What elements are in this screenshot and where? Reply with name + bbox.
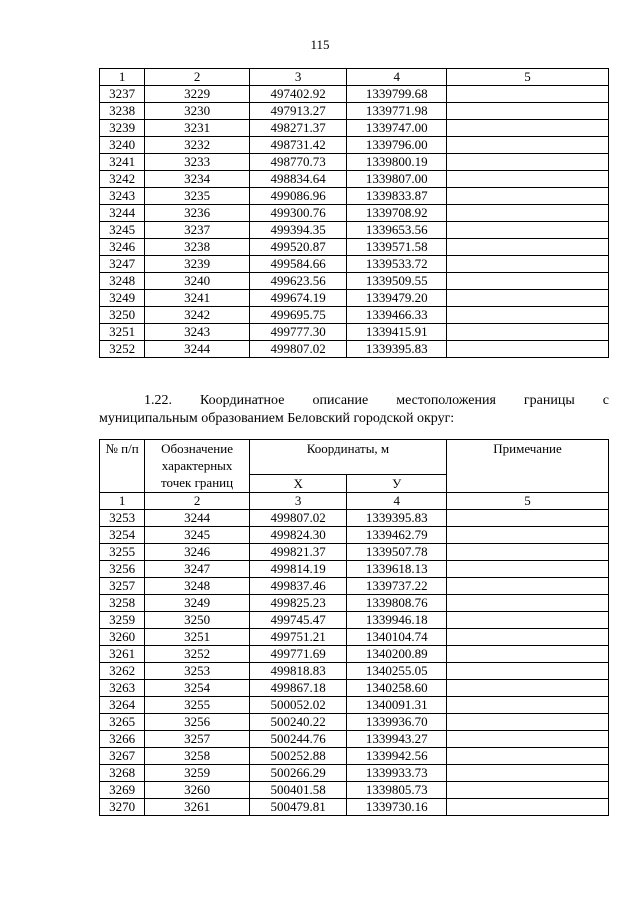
table-cell: 1339395.83 <box>347 341 447 358</box>
table-cell: 497913.27 <box>249 103 347 120</box>
table-cell: 3269 <box>100 782 145 799</box>
table-cell <box>447 290 609 307</box>
table-cell: 1339807.00 <box>347 171 447 188</box>
heading-word: 1.22. <box>144 393 172 408</box>
table-cell: 1339833.87 <box>347 188 447 205</box>
table-cell: 3257 <box>100 578 145 595</box>
table-cell <box>447 188 609 205</box>
table-cell: 1340104.74 <box>347 629 447 646</box>
table-cell <box>447 595 609 612</box>
table-cell: 3258 <box>100 595 145 612</box>
table-cell <box>447 799 609 816</box>
table-cell: 500252.88 <box>249 748 347 765</box>
table-cell: 3253 <box>100 510 145 527</box>
table-cell <box>447 765 609 782</box>
table-cell: 499807.02 <box>249 341 347 358</box>
table-cell: 3 <box>249 69 347 86</box>
table-cell: 2 <box>145 69 250 86</box>
table-cell: 3242 <box>145 307 250 324</box>
table-cell: 3264 <box>100 697 145 714</box>
table-cell: 499623.56 <box>249 273 347 290</box>
table-cell: 3233 <box>145 154 250 171</box>
table-cell: 1 <box>100 493 145 510</box>
heading-word: описание <box>312 393 369 408</box>
table-cell: 1339799.68 <box>347 86 447 103</box>
table-cell: 3261 <box>100 646 145 663</box>
table-cell: 3255 <box>100 544 145 561</box>
table-cell <box>447 510 609 527</box>
header-num: № п/п <box>100 440 145 493</box>
table-cell: 3245 <box>145 527 250 544</box>
table-cell: 3242 <box>100 171 145 188</box>
table-cell: 499751.21 <box>249 629 347 646</box>
table-row <box>100 527 609 544</box>
table-cell: 1339796.00 <box>347 137 447 154</box>
table-cell: 1339747.00 <box>347 120 447 137</box>
table-cell: 500479.81 <box>249 799 347 816</box>
table-cell: 1 <box>100 69 145 86</box>
table-cell: 499584.66 <box>249 256 347 273</box>
table-cell: 499777.30 <box>249 324 347 341</box>
table-row <box>100 137 609 154</box>
table-cell: 3266 <box>100 731 145 748</box>
table-cell: 3261 <box>145 799 250 816</box>
table-cell: 497402.92 <box>249 86 347 103</box>
table-cell <box>447 239 609 256</box>
table-cell: 3232 <box>145 137 250 154</box>
table-cell: 3257 <box>145 731 250 748</box>
table-cell: 3240 <box>100 137 145 154</box>
table-cell: 4 <box>347 493 447 510</box>
table-row <box>100 103 609 120</box>
table-cell: 3260 <box>100 629 145 646</box>
table-cell <box>447 86 609 103</box>
table-cell: 1339943.27 <box>347 731 447 748</box>
table-cell: 1339653.56 <box>347 222 447 239</box>
heading-word: границы <box>523 393 575 408</box>
table-cell: 1339946.18 <box>347 612 447 629</box>
table-cell: 3253 <box>145 663 250 680</box>
table-row <box>100 307 609 324</box>
table-row <box>100 799 609 816</box>
table-row <box>100 748 609 765</box>
table-cell <box>447 120 609 137</box>
table-cell: 1339533.72 <box>347 256 447 273</box>
table-cell: 3256 <box>100 561 145 578</box>
table-cell: 1339730.16 <box>347 799 447 816</box>
table-row <box>100 86 609 103</box>
table-row <box>100 290 609 307</box>
table-cell: 1339571.58 <box>347 239 447 256</box>
table-cell: 3237 <box>145 222 250 239</box>
table-cell: 1339509.55 <box>347 273 447 290</box>
table-cell: 499814.19 <box>249 561 347 578</box>
table-cell: 3238 <box>100 103 145 120</box>
table-cell: 3249 <box>100 290 145 307</box>
table-cell: 499825.23 <box>249 595 347 612</box>
table-cell <box>447 544 609 561</box>
table-cell: 3245 <box>100 222 145 239</box>
table-cell: 3249 <box>145 595 250 612</box>
header-note: Примечание <box>447 440 609 493</box>
table-cell: 1339933.73 <box>347 765 447 782</box>
table-cell: 3238 <box>145 239 250 256</box>
table-cell <box>447 646 609 663</box>
table-cell: 499520.87 <box>249 239 347 256</box>
table-row <box>100 612 609 629</box>
table-cell: 5 <box>447 69 609 86</box>
table-cell: 1339466.33 <box>347 307 447 324</box>
table-cell <box>447 748 609 765</box>
table-cell: 3250 <box>145 612 250 629</box>
table-row <box>100 222 609 239</box>
table-cell: 499837.46 <box>249 578 347 595</box>
table-cell: 3234 <box>145 171 250 188</box>
table-cell: 3254 <box>100 527 145 544</box>
table-cell <box>447 578 609 595</box>
table-cell: 500240.22 <box>249 714 347 731</box>
table-cell <box>447 256 609 273</box>
table-cell: 1339395.83 <box>347 510 447 527</box>
table-cell: 3239 <box>100 120 145 137</box>
table-cell: 3235 <box>145 188 250 205</box>
coordinates-table-continued <box>99 68 609 358</box>
table-cell: 3259 <box>100 612 145 629</box>
table-cell: 3231 <box>145 120 250 137</box>
table-cell: 3251 <box>145 629 250 646</box>
table-cell: 3259 <box>145 765 250 782</box>
coordinates-table <box>99 439 609 816</box>
table-cell: 3237 <box>100 86 145 103</box>
table-cell: 1339507.78 <box>347 544 447 561</box>
table-cell <box>447 273 609 290</box>
table-row <box>100 256 609 273</box>
table-row <box>100 188 609 205</box>
table-row <box>100 239 609 256</box>
table-cell: 1339708.92 <box>347 205 447 222</box>
table-cell: 3262 <box>100 663 145 680</box>
table-cell: 3243 <box>145 324 250 341</box>
table-cell: 500244.76 <box>249 731 347 748</box>
table-row <box>100 731 609 748</box>
table-cell: 3248 <box>145 578 250 595</box>
table-cell: 498731.42 <box>249 137 347 154</box>
table-cell: 4 <box>347 69 447 86</box>
table-cell: 1340200.89 <box>347 646 447 663</box>
table-cell <box>447 697 609 714</box>
table-cell: 1339479.20 <box>347 290 447 307</box>
table-cell: 3243 <box>100 188 145 205</box>
table-cell: 3240 <box>145 273 250 290</box>
table-cell: 3265 <box>100 714 145 731</box>
table-cell <box>447 171 609 188</box>
table-row <box>100 561 609 578</box>
table-cell: 3255 <box>145 697 250 714</box>
table-cell: 499674.19 <box>249 290 347 307</box>
table-row <box>100 697 609 714</box>
table-cell <box>447 307 609 324</box>
table-row <box>100 646 609 663</box>
table-row <box>100 578 609 595</box>
table-cell: 3260 <box>145 782 250 799</box>
table-cell: 3239 <box>145 256 250 273</box>
table-cell: 3244 <box>145 510 250 527</box>
table-cell: 1339618.13 <box>347 561 447 578</box>
table-cell: 499745.47 <box>249 612 347 629</box>
table-cell: 499771.69 <box>249 646 347 663</box>
table-cell: 3236 <box>145 205 250 222</box>
table-cell: 499394.35 <box>249 222 347 239</box>
header-y: У <box>347 475 447 493</box>
table-cell: 499086.96 <box>249 188 347 205</box>
table-cell: 499821.37 <box>249 544 347 561</box>
table-cell: 500266.29 <box>249 765 347 782</box>
page-number: 115 <box>310 37 330 52</box>
table-cell: 1340091.31 <box>347 697 447 714</box>
table-row <box>100 595 609 612</box>
table-cell: 498271.37 <box>249 120 347 137</box>
table-cell <box>447 527 609 544</box>
table-cell: 3244 <box>100 205 145 222</box>
table-cell <box>447 154 609 171</box>
table-index-row <box>100 69 609 86</box>
table-cell: 498770.73 <box>249 154 347 171</box>
table-cell: 3246 <box>145 544 250 561</box>
table-cell: 3229 <box>145 86 250 103</box>
table-cell: 3267 <box>100 748 145 765</box>
section-heading-line1 <box>99 392 609 410</box>
table-cell: 500401.58 <box>249 782 347 799</box>
table-cell: 3244 <box>145 341 250 358</box>
table-cell: 3 <box>249 493 347 510</box>
table-cell <box>447 680 609 697</box>
table-row <box>100 680 609 697</box>
heading-word: с <box>602 393 609 408</box>
table-cell: 1340258.60 <box>347 680 447 697</box>
table-cell: 3247 <box>100 256 145 273</box>
section-heading-line2: муниципальным образованием Беловский городской округ: <box>99 411 455 426</box>
table-cell: 3258 <box>145 748 250 765</box>
table-cell: 3252 <box>145 646 250 663</box>
table-row <box>100 324 609 341</box>
table-cell <box>447 612 609 629</box>
table-row <box>100 171 609 188</box>
table-cell: 498834.64 <box>249 171 347 188</box>
table-cell: 1339942.56 <box>347 748 447 765</box>
table-row <box>100 714 609 731</box>
table-cell <box>447 324 609 341</box>
table-cell: 3270 <box>100 799 145 816</box>
table-row <box>100 765 609 782</box>
heading-word: Координатное <box>200 393 285 408</box>
table-cell: 3250 <box>100 307 145 324</box>
header-x: Х <box>249 475 347 493</box>
header-coordinates: Координаты, м <box>249 440 446 475</box>
table-cell: 1339936.70 <box>347 714 447 731</box>
table-cell <box>447 731 609 748</box>
table-row <box>100 341 609 358</box>
table-cell: 3241 <box>145 290 250 307</box>
table-cell: 3256 <box>145 714 250 731</box>
table-cell <box>447 782 609 799</box>
table-cell: 499807.02 <box>249 510 347 527</box>
heading-word: местоположения <box>396 393 496 408</box>
table-cell <box>447 561 609 578</box>
table-cell: 3241 <box>100 154 145 171</box>
table-cell: 3251 <box>100 324 145 341</box>
table-cell: 1339737.22 <box>347 578 447 595</box>
table-cell: 1340255.05 <box>347 663 447 680</box>
table-cell <box>447 714 609 731</box>
table-cell <box>447 341 609 358</box>
table-cell: 3247 <box>145 561 250 578</box>
table-cell: 3246 <box>100 239 145 256</box>
table-cell: 1339805.73 <box>347 782 447 799</box>
header-designation: Обозначение характерных точек границ <box>145 440 250 493</box>
table-cell <box>447 103 609 120</box>
table-cell: 1339800.19 <box>347 154 447 171</box>
table-cell: 1339462.79 <box>347 527 447 544</box>
table-cell: 3248 <box>100 273 145 290</box>
table-row <box>100 663 609 680</box>
table-cell <box>447 629 609 646</box>
table-cell: 3263 <box>100 680 145 697</box>
table-cell: 5 <box>447 493 609 510</box>
table-cell: 3252 <box>100 341 145 358</box>
table-cell: 3268 <box>100 765 145 782</box>
table-cell: 499824.30 <box>249 527 347 544</box>
table-cell: 3254 <box>145 680 250 697</box>
table-cell: 499300.76 <box>249 205 347 222</box>
table-cell: 500052.02 <box>249 697 347 714</box>
table-cell: 499695.75 <box>249 307 347 324</box>
table-cell <box>447 663 609 680</box>
table-cell: 1339771.98 <box>347 103 447 120</box>
table-index-row <box>100 493 609 510</box>
table-cell: 499818.83 <box>249 663 347 680</box>
table-row <box>100 782 609 799</box>
table-cell: 2 <box>145 493 250 510</box>
table-cell <box>447 222 609 239</box>
table-row <box>100 154 609 171</box>
table-row <box>100 544 609 561</box>
table-cell: 3230 <box>145 103 250 120</box>
table-row <box>100 629 609 646</box>
table-row <box>100 510 609 527</box>
table-cell <box>447 137 609 154</box>
table-row <box>100 273 609 290</box>
table-row <box>100 120 609 137</box>
table-cell: 1339808.76 <box>347 595 447 612</box>
table-cell: 1339415.91 <box>347 324 447 341</box>
table-cell <box>447 205 609 222</box>
table-row <box>100 205 609 222</box>
table-cell: 499867.18 <box>249 680 347 697</box>
